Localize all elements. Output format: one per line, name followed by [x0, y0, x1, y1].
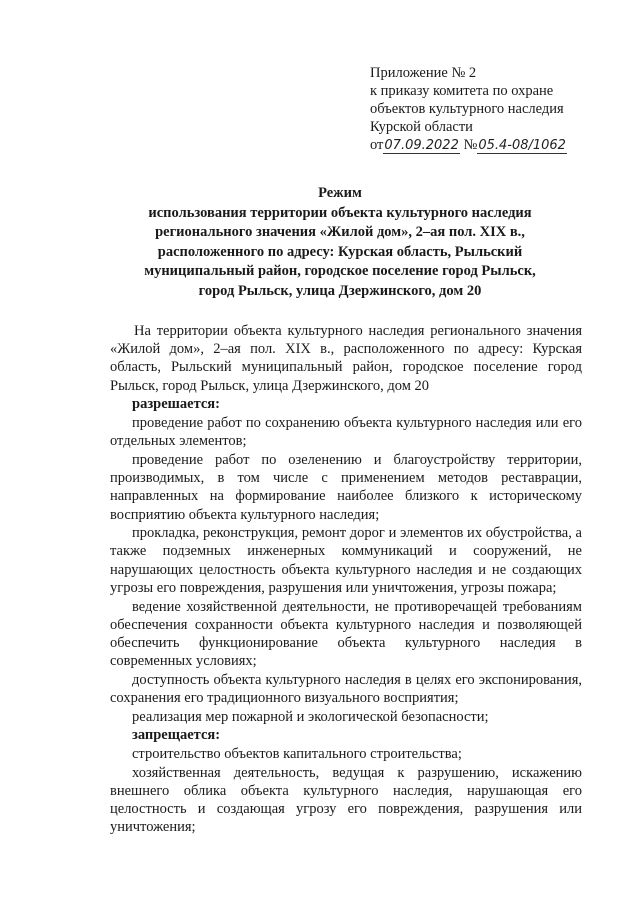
appendix-date-line	[370, 136, 630, 155]
title-line: регионального значения «Жилой дом», 2–ая пол. XIX в.,	[155, 224, 525, 240]
document-title	[110, 184, 570, 301]
appendix-order-ref: к приказу комитета по охране	[370, 83, 554, 99]
appendix-committee: объектов культурного наследия	[370, 101, 564, 117]
intro-paragraph: На территории объекта культурного наследия регионального значения «Жилой дом», 2–ая пол. XIX в., расположенного по адресу: Курская область, Рыльский муниципальный район, городское поселение город Рыльск, город Рыльск, улица Дзержинского, дом 20	[110, 323, 582, 394]
forbidden-header: запрещается:	[132, 727, 221, 744]
appendix-region: Курской области	[370, 119, 473, 135]
allowed-item: доступность объекта культурного наследия в целях его экспонирования, сохранения его традиционного визуального восприятия;	[110, 671, 582, 707]
appendix-block	[370, 64, 630, 155]
title-line: город Рыльск, улица Дзержинского, дом 20	[198, 282, 482, 299]
appendix-number: Приложение № 2	[370, 65, 477, 81]
handwritten-number: 05.4-08/1062	[478, 138, 566, 153]
allowed-item: проведение работ по сохранению объекта культурного наследия или его отдельных элементов;	[110, 415, 582, 450]
allowed-item: проведение работ по озеленению и благоустройству территории, производимых, в том числе с применением методов реставрации, направленных на формирование наиболее близкого к историческому восприятию объекта культурного наследия;	[110, 451, 582, 523]
allowed-item: прокладка, реконструкция, ремонт дорог и элементов их обустройства, а также подземных инженерных коммуникаций и сооружений, не нарушающих целостность объекта культурного наследия и не создающих угрозы его повреждения, разрушения или уничтожения, угрозы пожара;	[110, 525, 582, 596]
allowed-header: разрешается:	[132, 396, 220, 413]
title-line: использования территории объекта культурного наследия	[148, 204, 532, 221]
document-body	[110, 322, 582, 837]
allowed-item: ведение хозяйственной деятельности, не противоречащей требованиям обеспечения сохранности объекта культурного наследия и позволяющей обеспечить функционирование объекта культурного наследия в современных условиях;	[110, 598, 582, 670]
date-prefix: от	[370, 137, 384, 153]
handwritten-date: 07.09.2022	[384, 138, 459, 153]
title-line: расположенного по адресу: Курская область, Рыльский	[157, 243, 523, 260]
title-line: Режим	[318, 185, 362, 201]
forbidden-item: хозяйственная деятельность, ведущая к разрушению, искажению внешнего облика объекта культурного наследия, нарушающая его целостность и создающая угрозу его повреждения, разрушения или уничтожения;	[110, 764, 582, 836]
forbidden-item: строительство объектов капитального строительства;	[132, 746, 462, 763]
allowed-item: реализация мер пожарной и экологической безопасности;	[132, 708, 489, 725]
number-sign: №	[463, 137, 478, 153]
title-line: муниципальный район, городское поселение город Рыльск,	[144, 263, 536, 279]
